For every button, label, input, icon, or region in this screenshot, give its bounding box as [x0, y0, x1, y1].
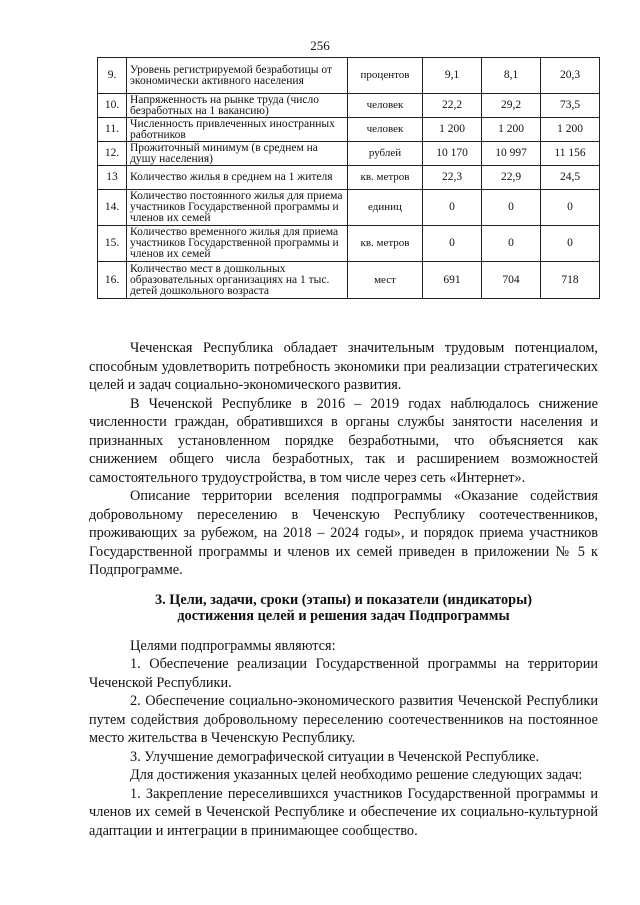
value-2: 29,2: [482, 94, 541, 118]
row-number: 15.: [98, 226, 127, 262]
section-heading-line-2: достижения целей и решения задач Подпрограммы: [177, 608, 510, 624]
indicator-name: Количество временного жилья для приема участников Государственной программы и членов их семей: [127, 226, 348, 262]
body-text: [89, 339, 598, 840]
tasks-intro: Для достижения указанных целей необходимо решение следующих задач:: [130, 767, 583, 783]
value-3: 0: [541, 190, 600, 226]
value-3: 11 156: [541, 142, 600, 166]
table-row: [98, 118, 600, 142]
indicator-name: Численность привлеченных иностранных работников: [127, 118, 348, 142]
unit: кв. метров: [348, 166, 423, 190]
value-1: 22,2: [423, 94, 482, 118]
value-3: 24,5: [541, 166, 600, 190]
table-row: [98, 190, 600, 226]
row-number: 9.: [98, 58, 127, 94]
value-2: 10 997: [482, 142, 541, 166]
unit: человек: [348, 118, 423, 142]
value-1: 22,3: [423, 166, 482, 190]
table-row: [98, 94, 600, 118]
value-2: 704: [482, 262, 541, 299]
indicator-name: Количество жилья в среднем на 1 жителя: [127, 166, 348, 190]
value-1: 9,1: [423, 58, 482, 94]
table-row: [98, 226, 600, 262]
value-2: 0: [482, 190, 541, 226]
indicator-name: Уровень регистрируемой безработицы от экономически активного населения: [127, 58, 348, 94]
unit: рублей: [348, 142, 423, 166]
value-2: 1 200: [482, 118, 541, 142]
indicator-name: Напряженность на рынке труда (число безработных на 1 вакансию): [127, 94, 348, 118]
section-heading-line-1: 3. Цели, задачи, сроки (этапы) и показатели (индикаторы): [154, 591, 533, 608]
table-row: [98, 166, 600, 190]
paragraph-labor-potential: Чеченская Республика обладает значительным трудовым потенциалом, способным удовлетворить потребность экономики при реализации стратегических целей и задач социально-экономического развития.: [89, 340, 598, 393]
indicator-name: Количество постоянного жилья для приема участников Государственной программы и членов их семей: [127, 190, 348, 226]
value-3: 718: [541, 262, 600, 299]
indicator-name: Прожиточный минимум (в среднем на душу населения): [127, 142, 348, 166]
unit: человек: [348, 94, 423, 118]
value-3: 0: [541, 226, 600, 262]
table-row: [98, 262, 600, 299]
value-1: 0: [423, 226, 482, 262]
row-number: 11.: [98, 118, 127, 142]
paragraph-territory-description: Описание территории вселения подпрограммы «Оказание содействия добровольному переселению в Чеченскую Республику соотечественников, проживающих за рубежом, на 2018 – 2024 годы», и порядок приема участников Государственной программы и членов их семей приведен в приложении № 5 к Подпрограмме.: [89, 488, 598, 578]
row-number: 12.: [98, 142, 127, 166]
goals-intro: Целями подпрограммы являются:: [130, 637, 336, 654]
paragraph-unemployment-trend: В Чеченской Республике в 2016 – 2019 годах наблюдалось снижение численности граждан, обратившихся в органы службы занятости населения и признанных установленном порядке безработными, что объясняется как снижением общего числа безработных, так и расширением возможностей самостоятельного трудоустройства, в том числе через сеть «Интернет».: [89, 395, 598, 486]
value-1: 10 170: [423, 142, 482, 166]
unit: единиц: [348, 190, 423, 226]
task-item-1: 1. Закрепление переселившихся участников Государственной программы и членов их семей в Чеченской Республике и обеспечение их социально-культурной адаптации и интеграции в принимающее сообщество.: [89, 785, 598, 839]
value-1: 1 200: [423, 118, 482, 142]
row-number: 16.: [98, 262, 127, 299]
row-number: 14.: [98, 190, 127, 226]
goal-item-1: 1. Обеспечение реализации Государственной программы на территории Чеченской Республики.: [89, 656, 598, 691]
indicators-table: [97, 57, 600, 299]
goal-item-2: 2. Обеспечение социально-экономического развития Чеченской Республики путем содействия добровольному переселению соотечественников на постоянное место жительства в Чеченскую Республику.: [89, 693, 598, 746]
unit: процентов: [348, 58, 423, 94]
unit: мест: [348, 262, 423, 299]
indicator-name: Количество мест в дошкольных образовательных организациях на 1 тыс. детей дошкольного возраста: [127, 262, 348, 299]
goal-item-3: 3. Улучшение демографической ситуации в Чеченской Республике.: [130, 748, 540, 765]
table-row: [98, 58, 600, 94]
table-row: [98, 142, 600, 166]
row-number: 10.: [98, 94, 127, 118]
page-number: 256: [310, 38, 330, 53]
unit: кв. метров: [348, 226, 423, 262]
value-3: 20,3: [541, 58, 600, 94]
row-number: 13: [98, 166, 127, 190]
value-2: 22,9: [482, 166, 541, 190]
value-2: 8,1: [482, 58, 541, 94]
value-2: 0: [482, 226, 541, 262]
section-heading: [89, 592, 598, 625]
value-1: 691: [423, 262, 482, 299]
value-3: 73,5: [541, 94, 600, 118]
value-3: 1 200: [541, 118, 600, 142]
value-1: 0: [423, 190, 482, 226]
